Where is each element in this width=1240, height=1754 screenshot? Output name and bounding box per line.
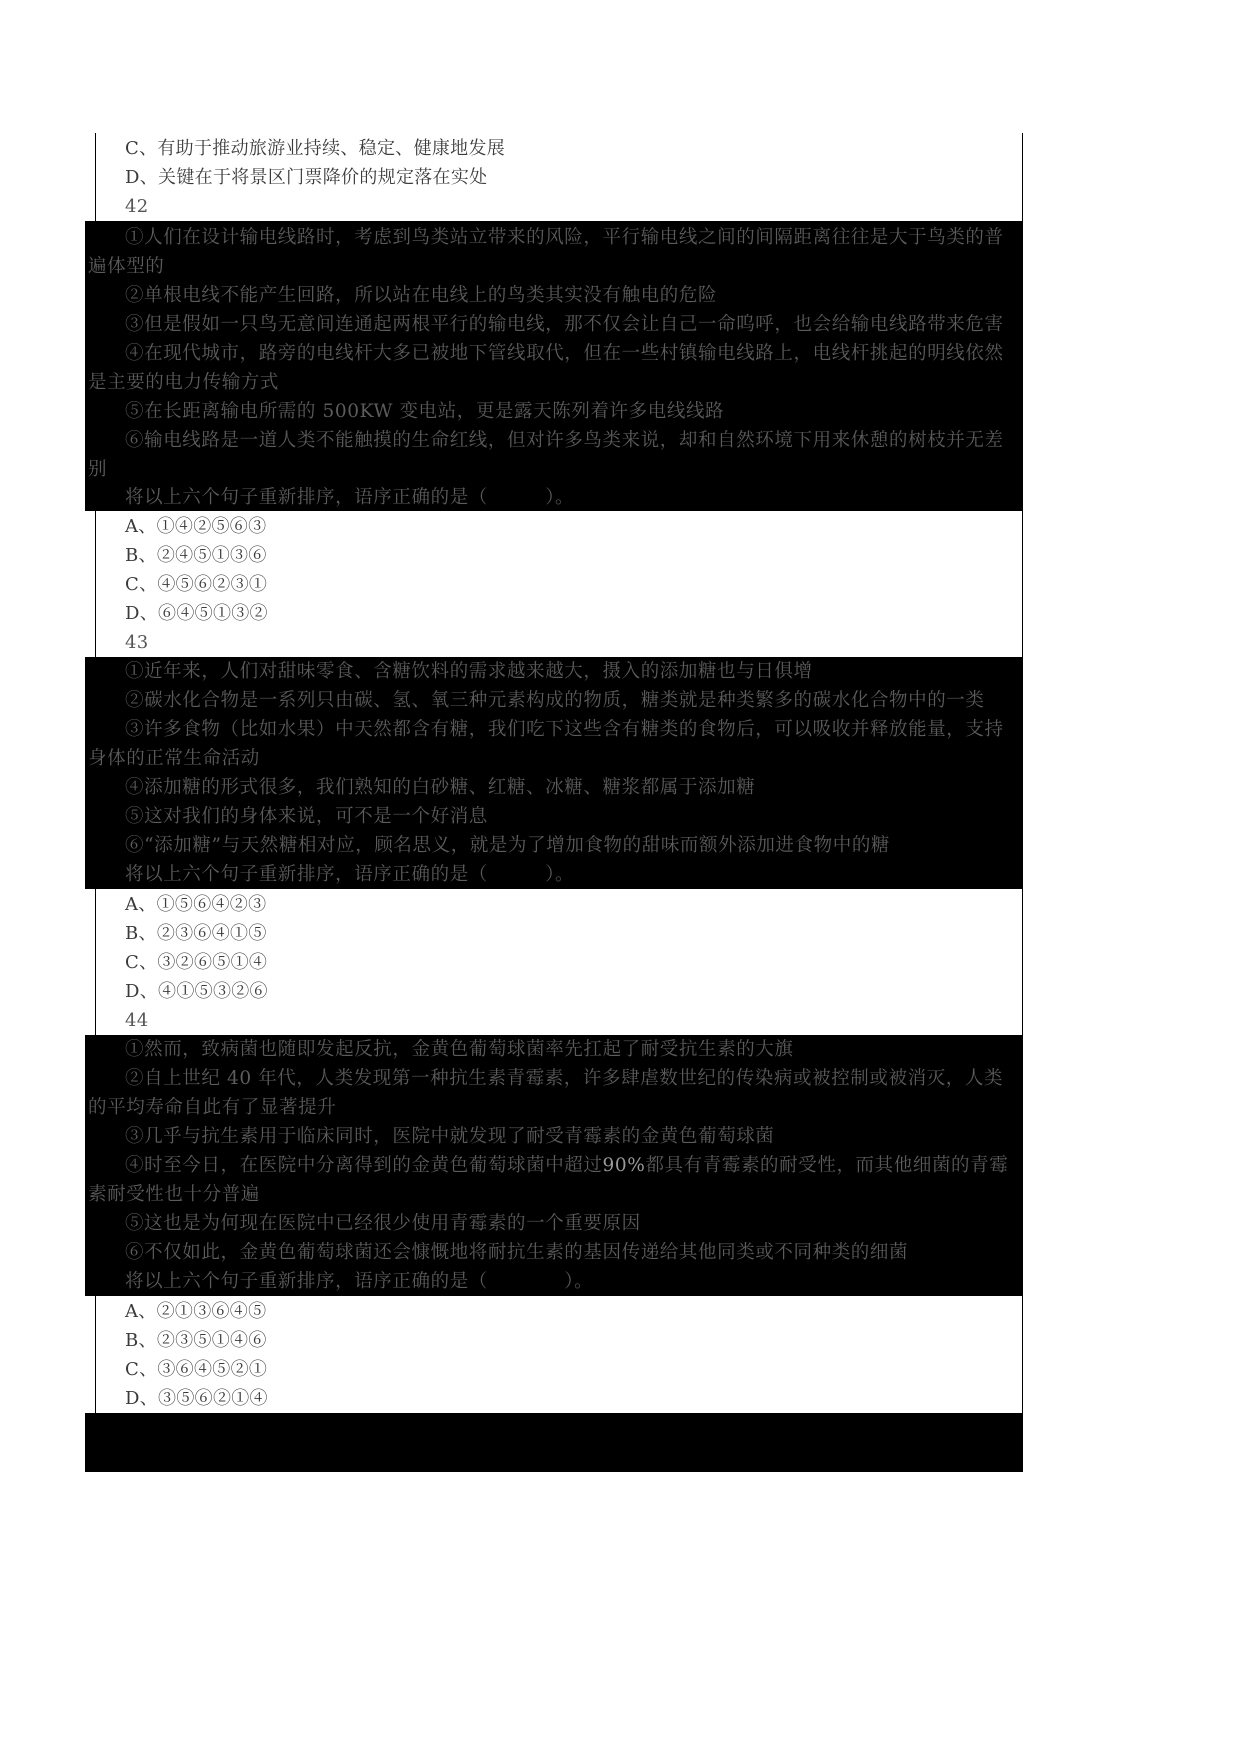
sentence-4: ④添加糖的形式很多，我们熟知的白砂糖、红糖、冰糖、糖浆都属于添加糖 [125, 777, 756, 798]
question-42-sentence-block [85, 221, 1023, 511]
percentage-highlight: 90% [602, 1155, 646, 1176]
option-c-prev: C、有助于推动旅游业持续、稳定、健康地发展 [125, 138, 506, 159]
option-b[interactable]: B、②③⑥④①⑤ [125, 923, 267, 944]
question-number-44: 44 [125, 1010, 149, 1031]
question-number-43: 43 [125, 632, 149, 653]
sentence-6-cont: 别 [88, 459, 108, 480]
option-c[interactable]: C、③②⑥⑤①④ [125, 952, 268, 973]
sentence-3: ③许多食物（比如水果）中天然都含有糖，我们吃下这些含有糖类的食物后，可以吸收并释放能量，支持 [125, 719, 1004, 740]
sentence-1: ①人们在设计输电线路时，考虑到鸟类站立带来的风险，平行输电线之间的间隔距离往往是大于鸟类的普 [125, 227, 1004, 248]
question-prompt: 将以上六个句子重新排序，语序正确的是（ ）。 [125, 1271, 594, 1292]
option-d[interactable]: D、⑥④⑤①③② [125, 603, 268, 624]
sentence-2: ②自上世纪 40 年代，人类发现第一种抗生素青霉素，许多肆虐数世纪的传染病或被控制或被消灭，人类 [125, 1068, 1004, 1089]
sentence-5: ⑤这也是为何现在医院中已经很少使用青霉素的一个重要原因 [125, 1213, 641, 1234]
option-a[interactable]: A、①⑤⑥④②③ [125, 894, 267, 915]
option-d[interactable]: D、③⑤⑥②①④ [125, 1388, 268, 1409]
sentence-3-cont: 身体的正常生命活动 [88, 748, 260, 769]
sentence-1: ①近年来，人们对甜味零食、含糖饮料的需求越来越大，摄入的添加糖也与日俱增 [125, 661, 813, 682]
sentence-6: ⑥“添加糖”与天然糖相对应，顾名思义，就是为了增加食物的甜味而额外添加进食物中的糖 [125, 835, 891, 856]
option-c[interactable]: C、③⑥④⑤②① [125, 1359, 268, 1380]
option-d[interactable]: D、④①⑤③②⑥ [125, 981, 268, 1002]
option-d-prev: D、关键在于将景区门票降价的规定落在实处 [125, 167, 488, 188]
sentence-4-cont: 素耐受性也十分普遍 [88, 1184, 260, 1205]
sentence-5: ⑤这对我们的身体来说，可不是一个好消息 [125, 806, 488, 827]
sentence-3: ③几乎与抗生素用于临床同时，医院中就发现了耐受青霉素的金黄色葡萄球菌 [125, 1126, 775, 1147]
option-b[interactable]: B、②③⑤①④⑥ [125, 1330, 267, 1351]
sentence-5: ⑤在长距离输电所需的 500KW 变电站，更是露天陈列着许多电线线路 [125, 401, 725, 422]
question-prompt: 将以上六个句子重新排序，语序正确的是（ ）。 [125, 487, 575, 508]
sentence-4: ④时至今日，在医院中分离得到的金黄色葡萄球菌中超过90%都具有青霉素的耐受性，而其他细菌的青霉 [125, 1155, 1009, 1176]
question-44-sentence-block [85, 1035, 1023, 1296]
sentence-3: ③但是假如一只鸟无意间连通起两根平行的输电线，那不仅会让自己一命呜呼，也会给输电线路带来危害 [125, 314, 1004, 335]
question-number-42: 42 [125, 196, 149, 217]
sentence-2-cont: 的平均寿命自此有了显著提升 [88, 1097, 337, 1118]
sentence-1: ①然而，致病菌也随即发起反抗，金黄色葡萄球菌率先扛起了耐受抗生素的大旗 [125, 1039, 794, 1060]
option-a[interactable]: A、①④②⑤⑥③ [125, 516, 267, 537]
option-c[interactable]: C、④⑤⑥②③① [125, 574, 268, 595]
sentence-1-cont: 遍体型的 [88, 256, 165, 277]
sentence-2: ②碳水化合物是一系列只由碳、氢、氧三种元素构成的物质，糖类就是种类繁多的碳水化合物中的一类 [125, 690, 985, 711]
question-prompt: 将以上六个句子重新排序，语序正确的是（ ）。 [125, 864, 575, 885]
sentence-4-cont: 是主要的电力传输方式 [88, 372, 280, 393]
sentence-4: ④在现代城市，路旁的电线杆大多已被地下管线取代，但在一些村镇输电线路上，电线杆挑起的明线依然 [125, 343, 1004, 364]
redacted-footer-block [85, 1413, 1023, 1472]
option-b[interactable]: B、②④⑤①③⑥ [125, 545, 267, 566]
option-a[interactable]: A、②①③⑥④⑤ [125, 1301, 267, 1322]
sentence-6: ⑥输电线路是一道人类不能触摸的生命红线，但对许多鸟类来说，却和自然环境下用来休憩的树枝并无差 [125, 430, 1004, 451]
sentence-6: ⑥不仅如此，金黄色葡萄球菌还会慷慨地将耐抗生素的基因传递给其他同类或不同种类的细菌 [125, 1242, 909, 1263]
sentence-2: ②单根电线不能产生回路，所以站在电线上的鸟类其实没有触电的危险 [125, 285, 718, 306]
question-43-sentence-block [85, 657, 1023, 889]
